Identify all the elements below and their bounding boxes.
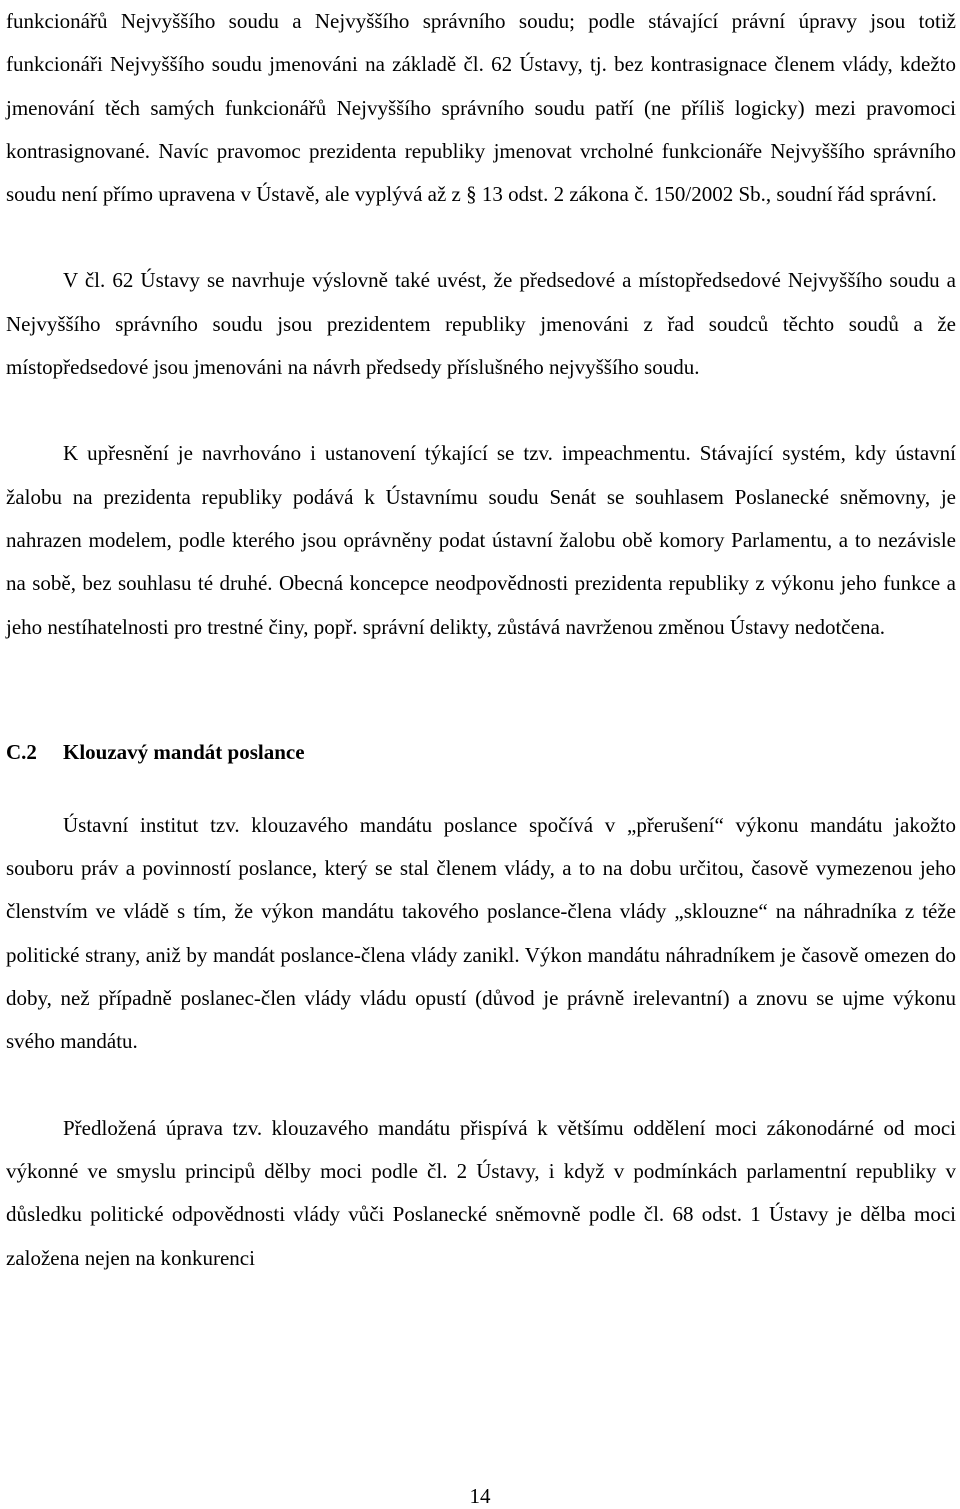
paragraph-separation-of-powers: Předložená úprava tzv. klouzavého mandátu přispívá k většímu oddělení moci zákonodárné od moci výkonné ve smyslu principů dělby moci podle čl. 2 Ústavy, i když v podmínkách parlamentní republiky v důsledku politické odpovědnosti vlády vůči Poslanecké sněmovně podle čl. 68 odst. 1 Ústavy je dělba moci založena nejen na konkurenci [6,1115,956,1270]
section-heading [6,737,956,767]
paragraph-continued: funkcionářů Nejvyššího soudu a Nejvyššího správního soudu; podle stávající právní úpravy jsou totiž funkcionáři Nejvyššího soudu jmenováni na základě čl. 62 Ústavy, tj. bez kontrasignace členem vlády, kdežto jmenování těch samých funkcionářů Nejvyššího správního soudu patří (ne příliš logicky) mezi pravomoci kontrasignované. Navíc pravomoc prezidenta republiky jmenovat vrcholné funkcionáře Nejvyššího správního soudu není přímo upravena v Ústavě, ale vyplývá až z § 13 odst. 2 zákona č. 150/2002 Sb., soudní řád správní. [6,9,956,207]
paragraph-sliding-mandate: Ústavní institut tzv. klouzavého mandátu poslance spočívá v „přerušení“ výkonu mandátu jakožto souboru práv a povinností poslance, který se stal členem vlády, a to na dobu určitou, časově vymezenou jeho členstvím ve vládě s tím, že výkon mandátu takového poslance-člena vlády „sklouzne“ na náhradníka z téže politické strany, aniž by mandát poslance-člena vlády zanikl. Výkon mandátu náhradníkem je časově omezen do doby, než případně poslanec-člen vlády vládu opustí (důvod je právně irelevantní) a znovu se ujme výkonu svého mandátu. [6,812,956,1054]
paragraph-article-62: V čl. 62 Ústavy se navrhuje výslovně také uvést, že předsedové a místopředsedové Nejvyššího soudu a Nejvyššího správního soudu jsou prezidentem republiky jmenováni z řad soudců těchto soudů a že místopředsedové jsou jmenováni na návrh předsedy příslušného nejvyššího soudu. [6,268,956,380]
section-number: C.2 [6,739,37,764]
page-number: 14 [469,1484,491,1508]
section-title: Klouzavý mandát poslance [63,739,305,764]
document-page [6,0,956,1280]
paragraph-impeachment: K upřesnění je navrhováno i ustanovení týkající se tzv. impeachmentu. Stávající systém, kdy ústavní žalobu na prezidenta republiky podává k Ústavnímu soudu Senát se souhlasem Poslanecké sněmovny, je nahrazen modelem, podle kterého jsou oprávněny podat ústavní žalobu obě komory Parlamentu, a to nezávisle na sobě, bez souhlasu té druhé. Obecná koncepce neodpovědnosti prezidenta republiky z výkonu jeho funkce a jeho nestíhatelnosti pro trestné činy, popř. správní delikty, zůstává navrženou změnou Ústavy nedotčena. [6,441,956,639]
